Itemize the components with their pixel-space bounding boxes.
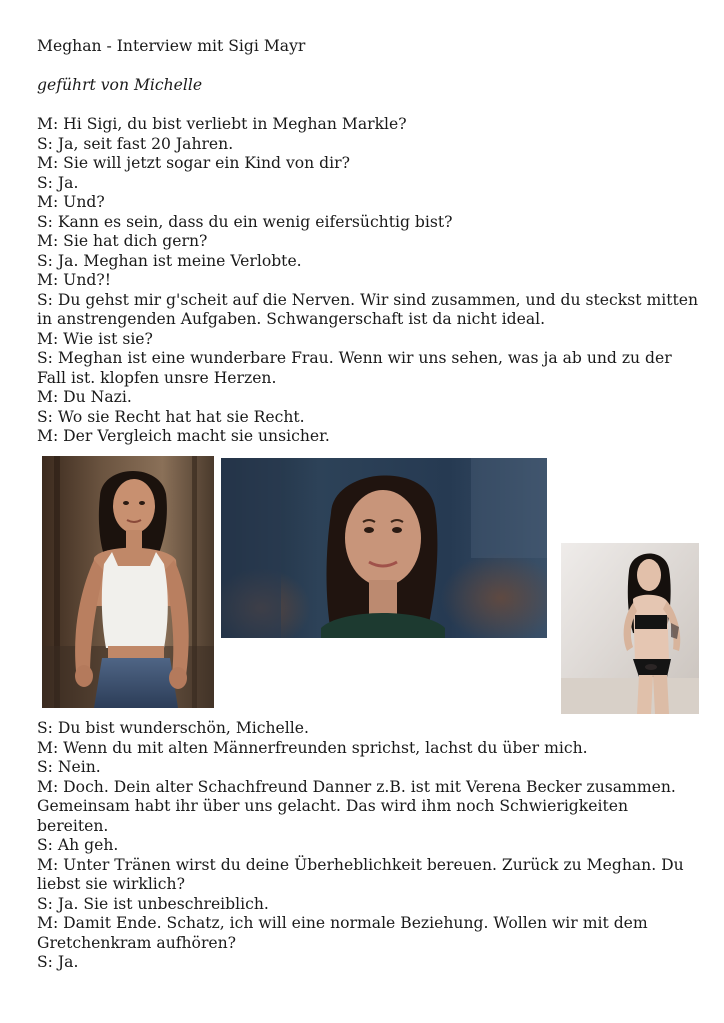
dialogue-block-1 bbox=[37, 115, 702, 447]
dialogue-line: M: Unter Tränen wirst du deine Überheblichkeit bereuen. Zurück zu Meghan. Du liebst sie wirklich? bbox=[37, 855, 684, 893]
photo-woman-white-top-image bbox=[42, 456, 214, 708]
dialogue-line: S: Meghan ist eine wunderbare Frau. Wenn wir uns sehen, was ja ab und zu der Fall ist. klopfen unsre Herzen. bbox=[37, 349, 672, 387]
dialogue-line: M: Der Vergleich macht sie unsicher. bbox=[37, 427, 330, 445]
dialogue-line: S: Nein. bbox=[37, 758, 101, 776]
dialogue-line: S: Wo sie Recht hat hat sie Recht. bbox=[37, 407, 305, 426]
photo-woman-tattoo-image bbox=[561, 543, 699, 714]
dialogue-line: M: Du Nazi. bbox=[37, 388, 132, 406]
dialogue-line: M: Und?! bbox=[37, 271, 111, 289]
dialogue-line: S: Kann es sein, dass du ein wenig eifersüchtig bist? bbox=[37, 212, 453, 231]
document-title: Meghan - Interview mit Sigi Mayr bbox=[37, 37, 306, 55]
dialogue-line: S: Du gehst mir g'scheit auf die Nerven. Wir sind zusammen, und du steckst mitten in anstrengenden Aufgaben. Schwangerschaft ist da nicht ideal. bbox=[37, 290, 699, 328]
dialogue-line: M: Hi Sigi, du bist verliebt in Meghan Markle? bbox=[37, 115, 407, 133]
dialogue-line: S: Ja. bbox=[37, 173, 79, 192]
dialogue-line: M: Und? bbox=[37, 193, 105, 211]
dialogue-line: S: Ja. Sie ist unbeschreiblich. bbox=[37, 894, 269, 913]
photo-woman-portrait bbox=[221, 458, 547, 638]
dialogue-line: S: Ja. bbox=[37, 953, 79, 971]
dialogue-line: S: Ja. Meghan ist meine Verlobte. bbox=[37, 251, 302, 270]
photo-woman-portrait-image bbox=[221, 458, 547, 638]
dialogue-block-2 bbox=[37, 719, 702, 973]
dialogue-line: S: Ja, seit fast 20 Jahren. bbox=[37, 134, 234, 153]
dialogue-line: S: Du bist wunderschön, Michelle. bbox=[37, 719, 309, 737]
dialogue-line: S: Ah geh. bbox=[37, 836, 119, 854]
dialogue-line: M: Sie hat dich gern? bbox=[37, 232, 208, 250]
document-subtitle: geführt von Michelle bbox=[37, 76, 203, 94]
dialogue-line: M: Wie ist sie? bbox=[37, 329, 153, 348]
dialogue-line: M: Wenn du mit alten Männerfreunden sprichst, lachst du über mich. bbox=[37, 738, 588, 757]
dialogue-line: M: Doch. Dein alter Schachfreund Danner z.B. ist mit Verena Becker zusammen. Gemeinsam habt ihr über uns gelacht. Das wird ihm noch Schwierigkeiten bereiten. bbox=[37, 777, 676, 835]
dialogue-line: M: Damit Ende. Schatz, ich will eine normale Beziehung. Wollen wir mit dem Gretchenkram aufhören? bbox=[37, 914, 648, 952]
photo-woman-tattoo bbox=[561, 543, 699, 714]
photo-woman-white-top bbox=[42, 456, 214, 708]
dialogue-line: M: Sie will jetzt sogar ein Kind von dir? bbox=[37, 154, 350, 172]
